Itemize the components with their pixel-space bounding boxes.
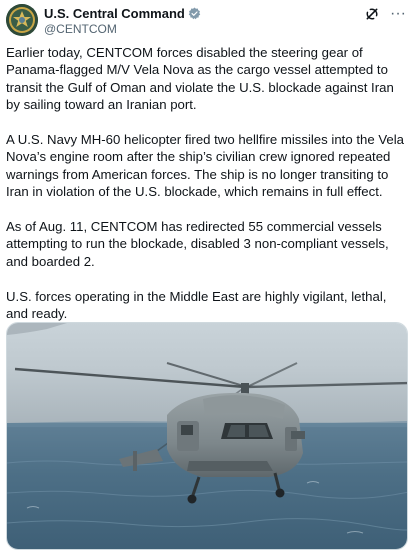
display-name[interactable]: U.S. Central Command bbox=[44, 5, 185, 21]
tweet-paragraph-3: As of Aug. 11, CENTCOM has redirected 55 commercial vessels attempting to run the blockade, disabled 3 non-compliant vessels, and boarded 2. bbox=[6, 219, 389, 269]
avatar[interactable] bbox=[6, 4, 38, 36]
author-handle[interactable]: @CENTCOM bbox=[44, 22, 117, 36]
tweet-paragraph-2: A U.S. Navy MH-60 helicopter fired two hellfire missiles into the Vela Nova’s engine room after the ship’s civilian crew ignored repeated warnings from American forces. The ship is no longer transiting to Iran in violation of the U.S. blockade, which remains in full effect. bbox=[6, 132, 404, 200]
more-options-icon[interactable]: ··· bbox=[390, 5, 406, 22]
name-row bbox=[44, 5, 201, 21]
tweet-media-photo[interactable] bbox=[6, 322, 408, 550]
post-actions bbox=[364, 6, 406, 22]
tweet-text bbox=[6, 44, 406, 340]
tweet-paragraph-1: Earlier today, CENTCOM forces disabled the steering gear of Panama-flagged M/V Vela Nova as the cargo vessel attempted to transit the Gulf of Oman and violate the U.S. blockade against Iran by sailing toward an Iranian port. bbox=[6, 45, 394, 113]
tweet-paragraph-4: U.S. forces operating in the Middle East are highly vigilant, lethal, and ready. bbox=[6, 288, 387, 322]
post-header bbox=[6, 4, 410, 38]
seal-icon bbox=[6, 4, 38, 36]
helicopter-photo bbox=[7, 323, 408, 550]
verified-badge-icon bbox=[188, 7, 201, 20]
grok-icon[interactable] bbox=[364, 6, 380, 22]
